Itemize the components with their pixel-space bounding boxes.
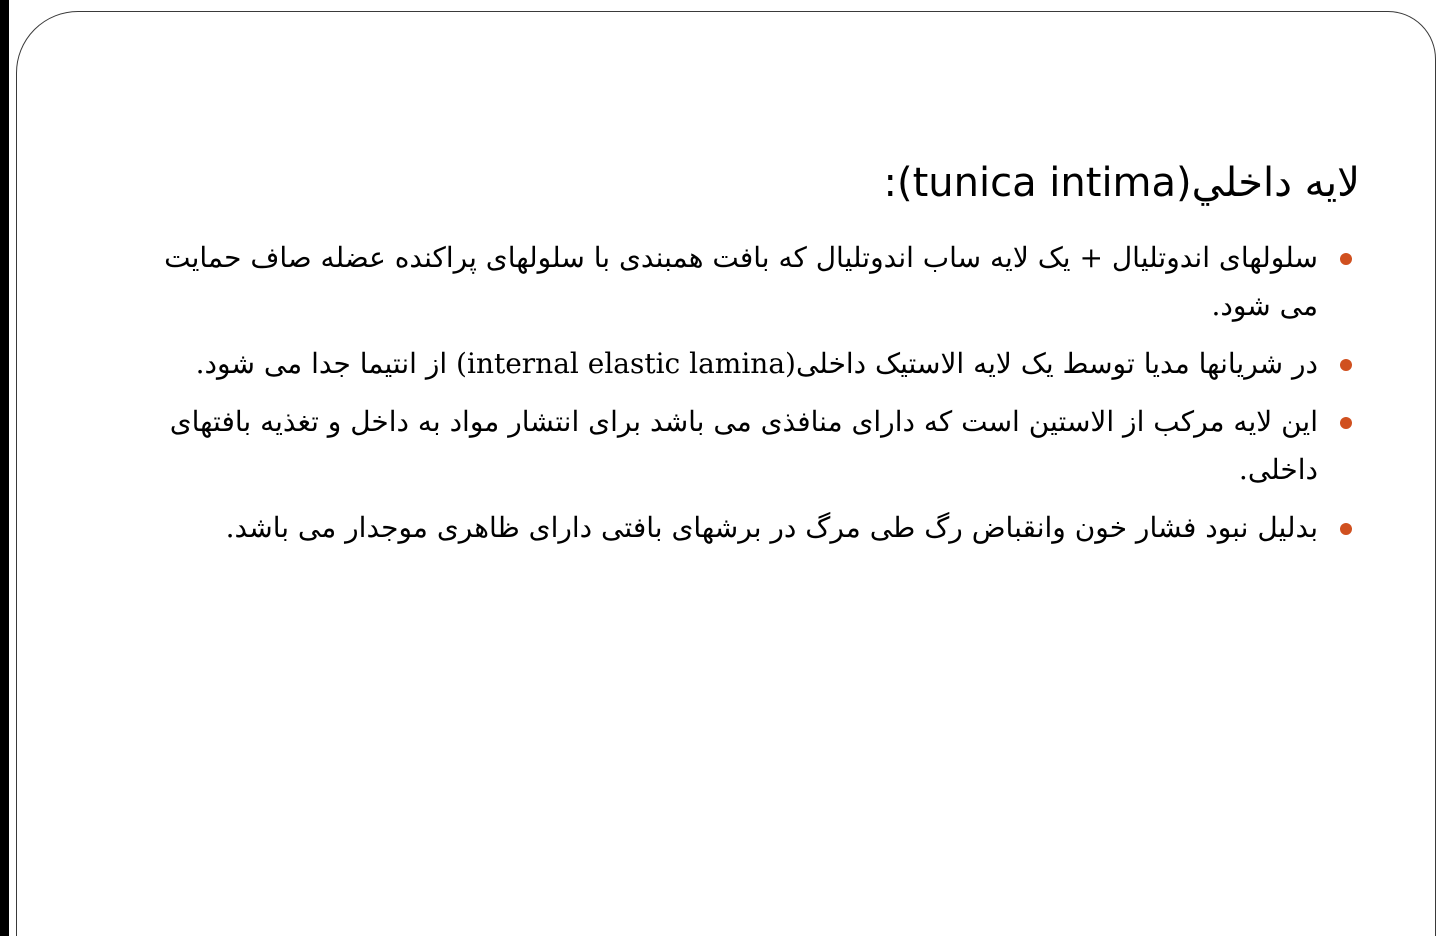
bullet-dot-icon bbox=[1340, 253, 1352, 265]
bullet-dot-icon bbox=[1340, 523, 1352, 535]
bullet-item bbox=[162, 340, 1352, 388]
bullet-item bbox=[162, 234, 1352, 330]
slide-title: لايه داخلي(tunica intima): bbox=[883, 160, 1360, 206]
bullet-item bbox=[162, 504, 1352, 552]
bullet-text: در شریانها مدیا توسط یک لایه الاستیک داخلی(internal elastic lamina) از انتیما جدا می شود. bbox=[195, 347, 1318, 380]
bullet-text: این لایه مرکب از الاستین است که دارای منافذی می باشد برای انتشار مواد به داخل و تغذیه بافتهای داخلی. bbox=[169, 405, 1318, 486]
left-edge-bar bbox=[0, 0, 9, 936]
bullet-text: بدلیل نبود فشار خون وانقباض رگ طی مرگ در برشهای بافتی دارای ظاهری موجدار می باشد. bbox=[225, 511, 1318, 544]
bullet-list bbox=[162, 234, 1352, 562]
bullet-dot-icon bbox=[1340, 359, 1352, 371]
bullet-text: سلولهای اندوتلیال + یک لایه ساب اندوتلیال که بافت همبندی با سلولهای پراکنده عضله صاف حمایت می شود. bbox=[164, 241, 1318, 322]
bullet-item bbox=[162, 398, 1352, 494]
bullet-dot-icon bbox=[1340, 417, 1352, 429]
